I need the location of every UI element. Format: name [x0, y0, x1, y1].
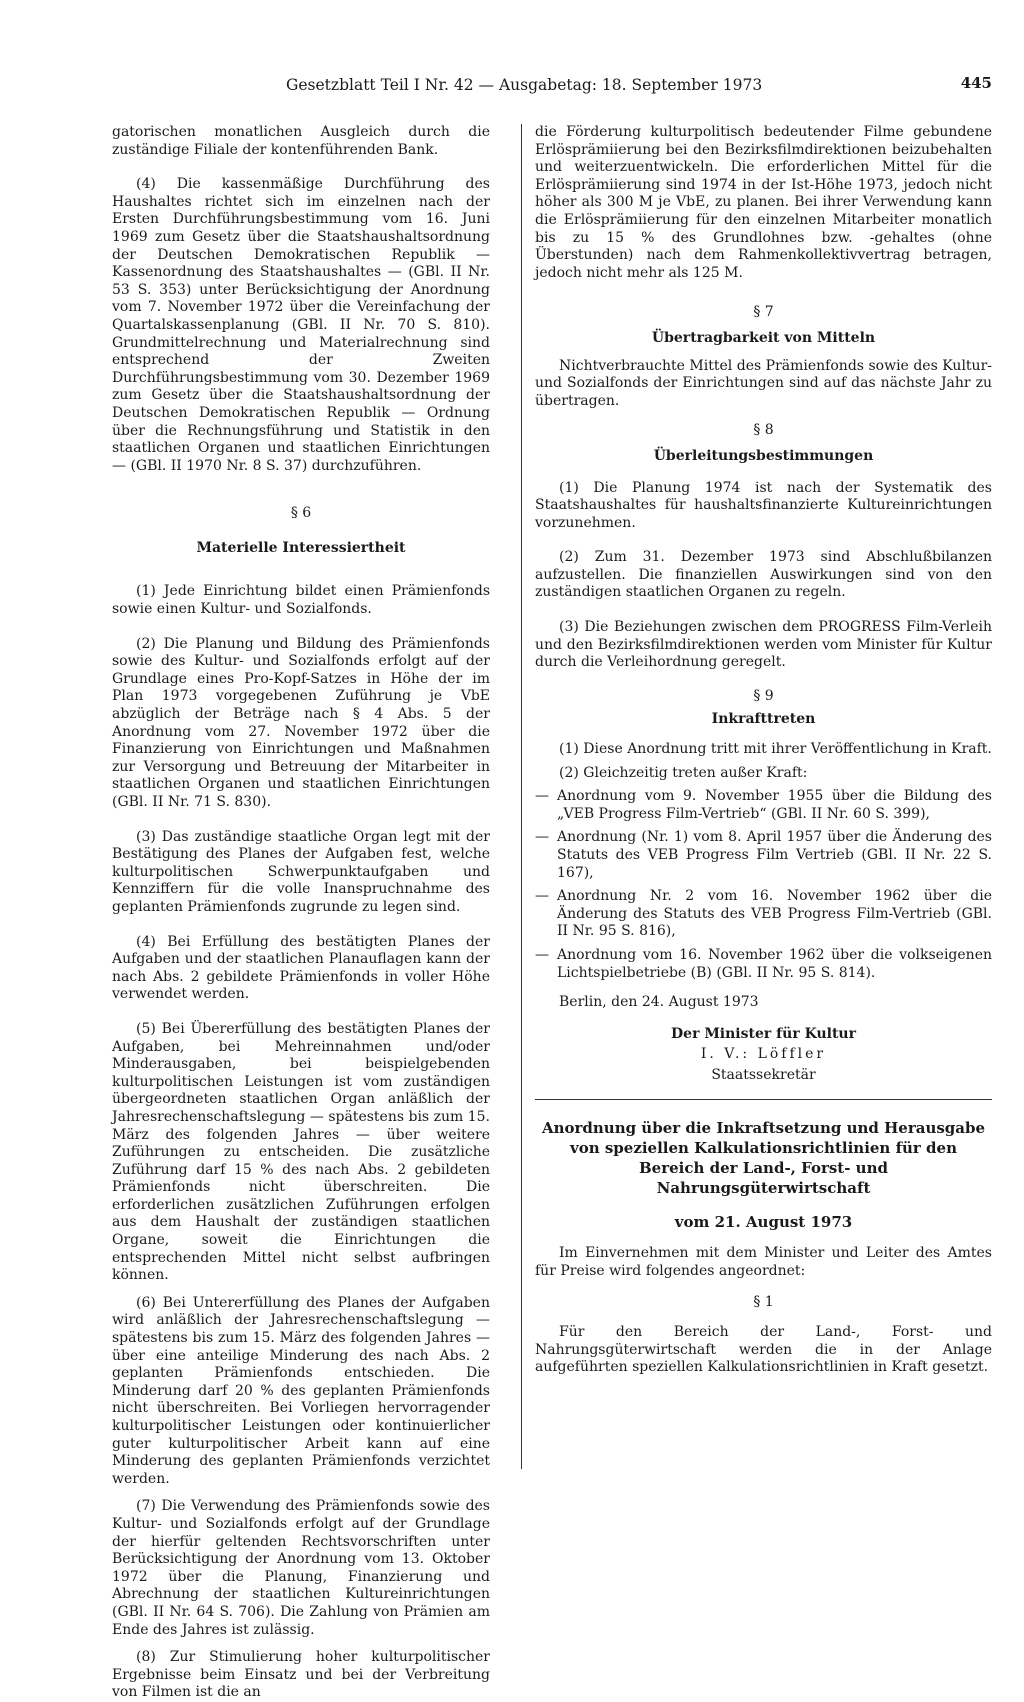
section-rule [535, 1099, 992, 1100]
paragraph: Im Einvernehmen mit dem Minister und Leiter des Amtes für Preise wird folgendes angeordnet: [535, 1245, 992, 1279]
paragraph: (1) Diese Anordnung tritt mit ihrer Veröffentlichung in Kraft. [559, 741, 992, 758]
paragraph: (2) Zum 31. Dezember 1973 sind Abschlußbilanzen aufzustellen. Die finanziellen Auswirkungen sind von den zuständigen staatlichen Organen zu regeln. [535, 549, 992, 601]
list-item [535, 947, 992, 982]
paragraph: die Förderung kulturpolitisch bedeutender Filme gebundene Erlösprämiierung bei den Bezirksfilmdirektionen beizubehalten und weiterzuentwickeln. Die erforderlichen Mittel für die Erlösprämiierung sind 1974 in der Ist-Höhe 1973, jedoch nicht höher als 300 M je VbE, zu planen. Bei ihrer Verwendung kann die Erlösprämiierung für den einzelnen Mitarbeiter monatlich bis zu 15 % des Grundlohnes bzw. -gehaltes (ohne Überstunden) nach dem Rahmenkollektivvertrag betragen, jedoch nicht mehr als 125 M. [535, 124, 992, 281]
column-divider [521, 124, 522, 1469]
section-title: Überleitungsbestimmungen [653, 447, 874, 464]
signer-role: Staatssekretär [711, 1066, 816, 1083]
paragraph: (1) Die Planung 1974 ist nach der Systematik des Staatshaushaltes für haushaltsfinanzierte Kultureinrichtungen vorzunehmen. [535, 479, 992, 531]
paragraph: (7) Die Verwendung des Prämienfonds sowie des Kultur- und Sozialfonds erfolgt auf der Grundlage der hierfür geltenden Rechtsvorschriften unter Berücksichtigung der Anordnung vom 13. Oktober 1972 über die Planung, Finanzierung und Abrechnung der staatlichen Kultureinrichtungen (GBl. II Nr. 64 S. 706). Die Zahlung von Prämien am Ende des Jahres ist zulässig. [112, 1498, 490, 1638]
paragraph: (4) Die kassenmäßige Durchführung des Haushaltes richtet sich im einzelnen nach der Ersten Durchführungsbestimmung vom 16. Juni 1969 zum Gesetz über die Staatshaushaltsordnung der Deutschen Demokratischen Republik — Kassenordnung des Staatshaushaltes — (GBl. II Nr. 53 S. 353) unter Berücksichtigung der Anordnung vom 7. November 1972 über die Vereinfachung der Quartalskassenplanung (GBl. II Nr. 70 S. 810). Grundmittelrechnung und Materialrechnung sind entsprechend der Zweiten Durchführungsbestimmung vom 30. Dezember 1969 zum Gesetz über die Staatshaushaltsordnung der Deutschen Demokratischen Republik — Ordnung über die Rechnungsführung und Statistik in den staatlichen Organen und staatlichen Einrichtungen — (GBl. II 1970 Nr. 8 S. 37) durchzuführen. [112, 176, 490, 474]
section-mark: § 7 [753, 304, 774, 321]
paragraph: (6) Bei Untererfüllung des Planes der Aufgaben wird anläßlich der Jahresrechenschaftslegung — spätestens bis zum 15. März des folgenden Jahres — über eine anteilige Minderung des nach Abs. 2 geplanten Prämienfonds entschieden. Die Minderung darf 20 % des geplanten Prämienfonds nicht überschreiten. Bei Vorliegen hervorragender kulturpolitischer Leistungen oder kontinuierlicher guter kulturpolitischer Arbeit kann auf eine Minderung des geplanten Prämienfonds verzichtet werden. [112, 1294, 490, 1487]
header-title: Gesetzblatt Teil I Nr. 42 — Ausgabetag: 18. September 1973 [286, 76, 763, 94]
left-column [112, 124, 490, 1702]
dash-bullet: — [535, 946, 549, 963]
section-mark: § 6 [290, 505, 312, 522]
section-title: Übertragbarkeit von Mitteln [651, 329, 876, 346]
signer-name: I. V.: Löffler [700, 1046, 827, 1063]
list-item [535, 829, 992, 882]
list-item-text: Anordnung (Nr. 1) vom 8. April 1957 über die Änderung des Statuts des VEB Progress Film Vertrieb (GBl. II Nr. 22 S. 167), [557, 829, 992, 881]
paragraph: (3) Die Beziehungen zwischen dem PROGRESS Film-Verleih und den Bezirksfilmdirektionen werden vom Minister für Kultur durch die Verleihordnung geregelt. [535, 619, 992, 671]
paragraph: Für den Bereich der Land-, Forst- und Nahrungsgüterwirtschaft werden die in der Anlage aufgeführten speziellen Kalkulationsrichtlinien in Kraft gesetzt. [535, 1323, 992, 1376]
signer-title: Der Minister für Kultur [671, 1025, 856, 1042]
page-header [90, 72, 992, 96]
list-item [535, 788, 992, 823]
paragraph: gatorischen monatlichen Ausgleich durch die zuständige Filiale der kontenführenden Bank. [112, 124, 490, 158]
paragraph: Nichtverbrauchte Mittel des Prämienfonds sowie des Kultur- und Sozialfonds der Einrichtungen sind auf das nächste Jahr zu übertragen. [535, 357, 992, 409]
anordnung-date: vom 21. August 1973 [674, 1212, 853, 1231]
section-title: Inkrafttreten [711, 711, 816, 728]
list-item-text: Anordnung vom 16. November 1962 über die volkseigenen Lichtspielbetriebe (B) (GBl. II Nr. 95 S. 814). [557, 946, 992, 981]
paragraph: (2) Die Planung und Bildung des Prämienfonds sowie des Kultur- und Sozialfonds erfolgt auf der Grundlage eines Pro-Kopf-Satzes in Höhe der im Plan 1973 vorgegebenen Zuführung je VbE abzüglich der Beträge nach § 4 Abs. 5 der Anordnung vom 27. November 1972 über die Finanzierung von Einrichtungen und Maßnahmen zur Versorgung und Betreuung der Mitarbeiter in staatlichen Organen und staatlichen Einrichtungen (GBl. II Nr. 71 S. 830). [112, 635, 490, 810]
dash-bullet: — [535, 888, 549, 905]
paragraph: (8) Zur Stimulierung hoher kulturpolitischer Ergebnisse beim Einsatz und bei der Verbreitung von Filmen ist die an [112, 1649, 490, 1701]
list-item-text: Anordnung Nr. 2 vom 16. November 1962 über die Änderung des Statuts des VEB Progress Film-Vertrieb (GBl. II Nr. 95 S. 816), [557, 888, 992, 940]
page-number: 445 [960, 74, 992, 92]
right-column [535, 124, 992, 1377]
place-date: Berlin, den 24. August 1973 [559, 994, 759, 1011]
section-mark: § 8 [753, 422, 774, 439]
section-title: Materielle Interessiertheit [196, 539, 406, 556]
paragraph: (2) Gleichzeitig treten außer Kraft: [559, 764, 808, 781]
dash-bullet: — [535, 829, 549, 846]
paragraph: (4) Bei Erfüllung des bestätigten Planes der Aufgaben und der staatlichen Planauflagen kann der nach Abs. 2 gebildete Prämienfonds in voller Höhe verwendet werden. [112, 933, 490, 1003]
dash-bullet: — [535, 788, 549, 805]
paragraph: (3) Das zuständige staatliche Organ legt mit der Bestätigung des Planes der Aufgaben fest, welche kulturpolitischen Schwerpunktaufgaben und Kennziffern für die volle Inanspruchnahme des geplanten Prämienfonds zugrunde zu legen sind. [112, 828, 490, 915]
list-item-text: Anordnung vom 9. November 1955 über die Bildung des „VEB Progress Film-Vertrieb“ (GBl. II Nr. 60 S. 399), [557, 788, 992, 822]
anordnung-title: Anordnung über die Inkraftsetzung und Herausgabe von speziellen Kalkulationsrichtlinien für den Bereich der Land-, Forst- und Nahrungsgüterwirtschaft [541, 1118, 986, 1197]
section-mark: § 9 [753, 687, 774, 704]
list-item [535, 888, 992, 941]
paragraph: (5) Bei Übererfüllung des bestätigten Planes der Aufgaben, bei Mehreinnahmen und/oder Minderausgaben, bei beispielgebenden kulturpolitischen Leistungen ist vom zuständigen übergeordneten staatlichen Organ anläßlich der Jahresrechenschaftslegung — spätestens bis zum 15. März des folgenden Jahres — über weitere Zuführungen zu entscheiden. Die zusätzliche Zuführung darf 15 % des nach Abs. 2 gebildeten Prämienfonds nicht überschreiten. Die erforderlichen zusätzlichen Zuführungen erfolgen aus dem Haushalt der zuständigen staatlichen Organe, soweit die Einrichtungen die entsprechenden Mittel nicht selbst aufbringen können. [112, 1020, 490, 1284]
section-mark: § 1 [753, 1294, 774, 1311]
paragraph: (1) Jede Einrichtung bildet einen Prämienfonds sowie einen Kultur- und Sozialfonds. [112, 583, 490, 618]
